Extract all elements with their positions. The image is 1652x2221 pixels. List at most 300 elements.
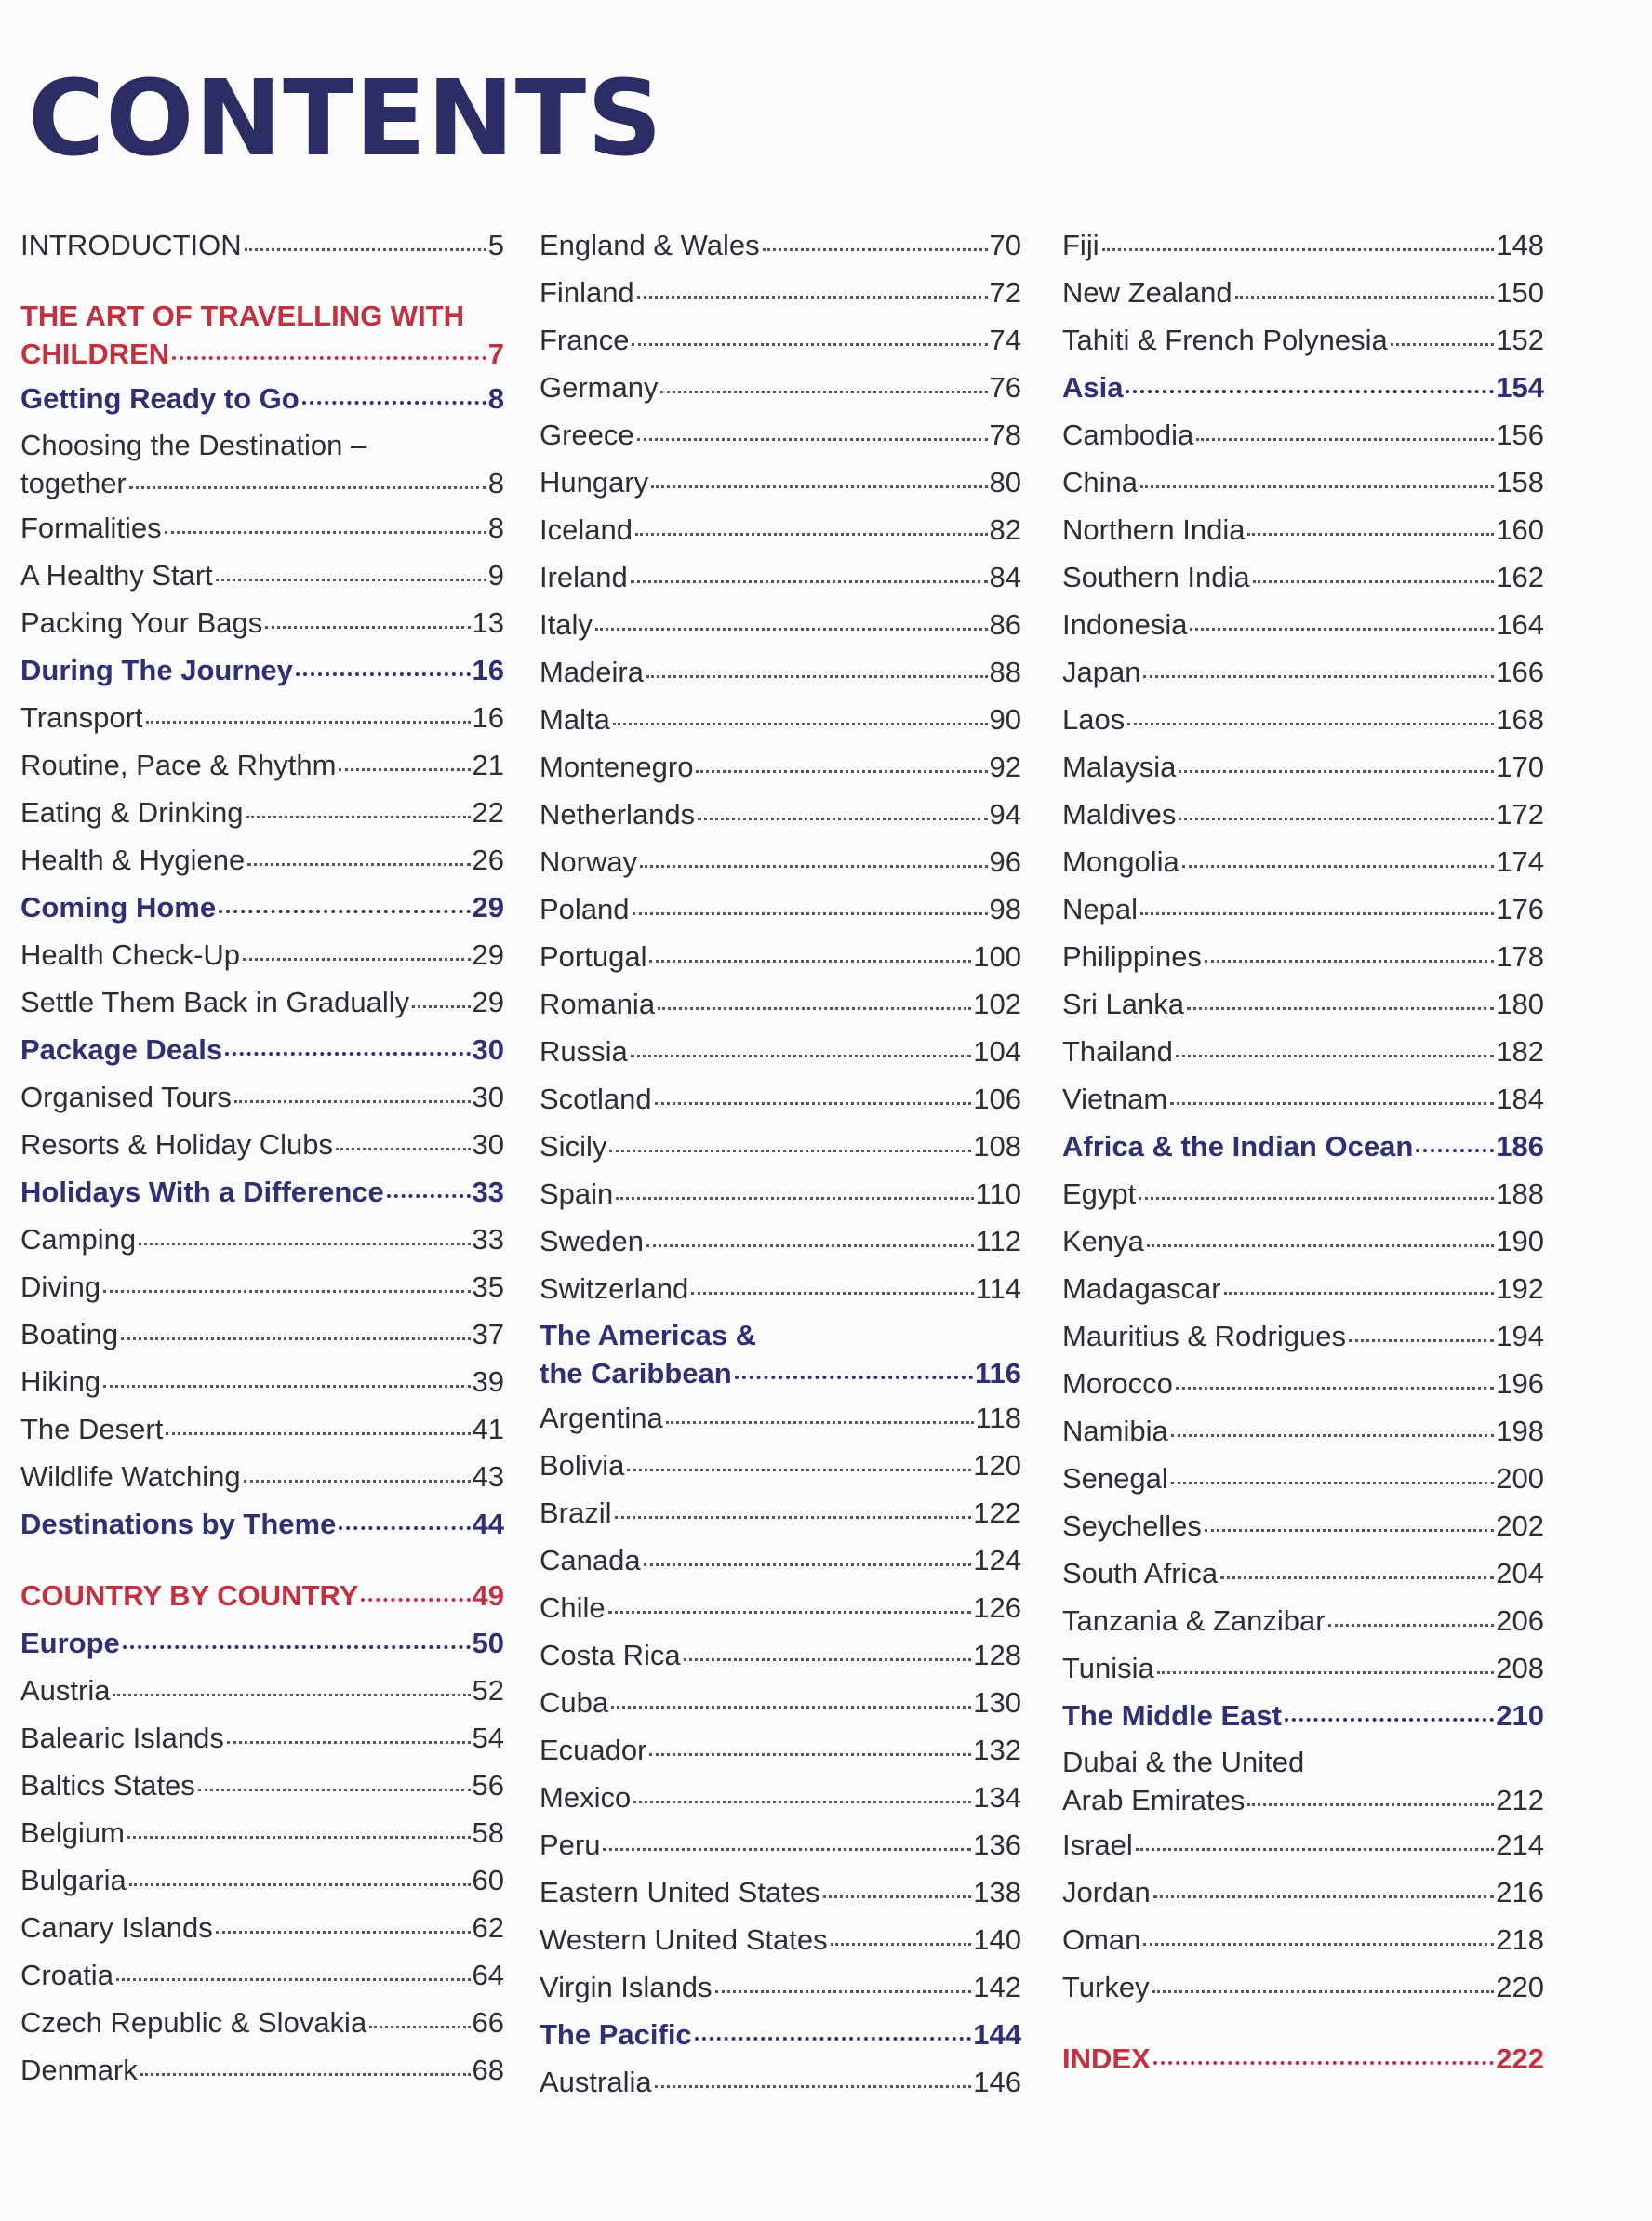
toc-entry: [540, 1123, 1021, 1170]
entry-title: Denmark: [20, 2054, 138, 2086]
entry-title: Morocco: [1062, 1367, 1173, 1400]
dot-leader: [227, 1741, 471, 1744]
dot-leader: [103, 1290, 470, 1293]
toc-entry: [540, 648, 1021, 696]
entry-title: Cambodia: [1062, 419, 1194, 451]
entry-title: Baltics States: [20, 1769, 195, 1802]
entry-title: Vietnam: [1062, 1083, 1168, 1115]
toc-entry: [540, 553, 1021, 601]
page-number: 162: [1496, 561, 1544, 593]
entry-title: Brazil: [540, 1496, 612, 1529]
entry-title: Seychelles: [1062, 1509, 1202, 1542]
dot-leader: [246, 816, 471, 818]
dot-leader: [608, 1611, 972, 1614]
dot-leader: [1157, 1671, 1494, 1674]
dot-leader: [216, 1931, 471, 1934]
toc-entry: [20, 1310, 504, 1358]
dot-leader: [146, 721, 471, 724]
toc-section-heading: [20, 1500, 504, 1548]
page-title: CONTENTS: [28, 59, 663, 180]
page-number: 178: [1496, 940, 1544, 973]
toc-entry: [540, 743, 1021, 791]
toc-entry: [1062, 743, 1544, 791]
toc-entry: [540, 1869, 1021, 1916]
entry-title: Jordan: [1062, 1876, 1151, 1908]
page-number: 198: [1496, 1415, 1544, 1447]
entry-title: Hiking: [20, 1365, 101, 1398]
toc-entry: [20, 1121, 504, 1168]
entry-title: Iceland: [540, 513, 633, 546]
dot-leader: [1153, 2061, 1495, 2065]
page-number: 33: [472, 1176, 504, 1208]
toc-entry: [1062, 553, 1544, 601]
entry-title: Mauritius & Rodrigues: [1062, 1320, 1346, 1352]
dot-leader: [103, 1385, 470, 1388]
dot-leader: [609, 1150, 971, 1152]
page-number: 5: [487, 229, 504, 261]
dot-leader: [1170, 1102, 1494, 1105]
toc-entry: [540, 1821, 1021, 1869]
entry-title: Wildlife Watching: [20, 1460, 241, 1493]
toc-entry: [20, 978, 504, 1026]
page-number: 164: [1496, 608, 1544, 641]
entry-title: Peru: [540, 1829, 601, 1861]
dot-leader: [1140, 485, 1494, 488]
entry-title: Namibia: [1062, 1415, 1168, 1447]
entry-title: Holidays With a Difference: [20, 1176, 384, 1208]
toc-entry: [540, 1217, 1021, 1265]
toc-part-heading: [20, 293, 504, 375]
page-number: 100: [973, 940, 1021, 973]
dot-leader: [1153, 1895, 1494, 1898]
dot-leader: [616, 1197, 973, 1200]
page-number: 8: [487, 467, 504, 499]
page-number: 9: [487, 559, 504, 592]
dot-leader: [644, 1563, 972, 1566]
dot-leader: [660, 391, 987, 393]
entry-title: France: [540, 324, 630, 356]
toc-entry: [1062, 1963, 1544, 2011]
entry-title: Mexico: [540, 1781, 632, 1814]
entry-title: Nepal: [1062, 893, 1138, 925]
toc-section-heading: [20, 884, 504, 931]
dot-leader: [632, 343, 987, 346]
dot-leader: [695, 2037, 972, 2041]
toc-entry: [540, 1631, 1021, 1679]
entry-title-line-2: together: [20, 467, 127, 499]
page-number: 98: [989, 893, 1021, 925]
dot-leader: [1152, 1990, 1495, 1993]
entry-title: Sweden: [540, 1225, 645, 1257]
entry-title: Israel: [1062, 1829, 1133, 1861]
page-number: 138: [973, 1876, 1021, 1908]
toc-entry: [1062, 1360, 1544, 1407]
page-number: 156: [1496, 419, 1544, 451]
page-number: 72: [989, 276, 1021, 309]
section-spacer: [1062, 2011, 1544, 2035]
page-number: 76: [989, 371, 1021, 404]
dot-leader: [1179, 770, 1494, 773]
toc-entry: [540, 933, 1021, 980]
dot-leader: [234, 1100, 471, 1103]
dot-leader: [1176, 1387, 1494, 1390]
toc-entry: [20, 741, 504, 789]
toc-entry: [540, 1442, 1021, 1489]
toc-entry: [1062, 1407, 1544, 1455]
toc-column-2: [540, 221, 1021, 2106]
toc-section-heading: [20, 375, 504, 422]
toc-entry: [1062, 1739, 1544, 1821]
page-number: 140: [973, 1923, 1021, 1956]
toc-entry: [1062, 1821, 1544, 1869]
page-number: 35: [472, 1270, 504, 1303]
page-number: 166: [1496, 656, 1544, 688]
entry-title: Coming Home: [20, 891, 217, 924]
toc-section-heading: [1062, 1692, 1544, 1739]
entry-title: Poland: [540, 893, 630, 925]
entry-title: Netherlands: [540, 798, 696, 831]
toc-entry: [20, 1453, 504, 1500]
page-number: 146: [973, 2066, 1021, 2098]
dot-leader: [1139, 1197, 1494, 1200]
entry-title: Destinations by Theme: [20, 1508, 337, 1540]
page-number: 80: [989, 466, 1021, 499]
toc-part-heading: [1062, 2035, 1544, 2082]
page-number: 132: [973, 1734, 1021, 1766]
dot-leader: [1143, 1943, 1494, 1946]
page-number: 29: [472, 938, 504, 971]
dot-leader: [1349, 1339, 1494, 1342]
page-number: 206: [1496, 1604, 1544, 1637]
entry-title: Belgium: [20, 1816, 125, 1849]
dot-leader: [763, 248, 988, 251]
dot-leader: [651, 485, 987, 488]
entry-title: Portugal: [540, 940, 647, 973]
page-number: 124: [973, 1544, 1021, 1576]
dot-leader: [129, 486, 486, 489]
section-spacer: [20, 269, 504, 293]
entry-title: Norway: [540, 845, 638, 878]
toc-entry: [1062, 1916, 1544, 1963]
dot-leader: [1190, 628, 1494, 631]
dot-leader: [412, 1005, 470, 1008]
page-number: 170: [1496, 751, 1544, 783]
dot-leader: [1328, 1624, 1495, 1627]
toc-column-1: [20, 221, 504, 2094]
page-number: 160: [1496, 513, 1544, 546]
page-number: 58: [472, 1816, 504, 1849]
page-number: 64: [472, 1959, 504, 1991]
dot-leader: [219, 910, 470, 913]
dot-leader: [296, 672, 471, 676]
dot-leader: [633, 912, 988, 915]
entry-title: Tunisia: [1062, 1652, 1154, 1684]
page-number: 210: [1496, 1699, 1544, 1732]
dot-leader: [123, 1645, 471, 1649]
toc-entry: [20, 1951, 504, 1999]
toc-entry: [20, 1405, 504, 1453]
page-number: 88: [989, 656, 1021, 688]
dot-leader: [611, 1706, 971, 1709]
dot-leader: [140, 2073, 471, 2076]
toc-entry: [1062, 411, 1544, 459]
entry-title: Camping: [20, 1223, 137, 1256]
dot-leader: [369, 2026, 470, 2028]
dot-leader: [1136, 1848, 1494, 1851]
page-number: 22: [472, 796, 504, 829]
entry-title: Czech Republic & Slovakia: [20, 2006, 367, 2039]
dot-leader: [627, 1469, 971, 1471]
page-number: 128: [973, 1639, 1021, 1671]
toc-entry: [20, 1216, 504, 1263]
dot-leader: [595, 628, 988, 631]
dot-leader: [1247, 533, 1494, 536]
dot-leader: [265, 626, 470, 629]
page-number: 218: [1496, 1923, 1544, 1956]
toc-entry: [540, 1028, 1021, 1075]
entry-title: Madeira: [540, 656, 644, 688]
toc-entry: [540, 1916, 1021, 1963]
page-number: 44: [472, 1508, 504, 1540]
entry-title: Balearic Islands: [20, 1722, 224, 1754]
dot-leader: [1171, 1434, 1495, 1437]
page-number: 16: [472, 654, 504, 686]
page-number: 190: [1496, 1225, 1544, 1257]
entry-title: Package Deals: [20, 1033, 223, 1066]
toc-entry: [540, 1679, 1021, 1726]
dot-leader: [1147, 1244, 1494, 1247]
dot-leader: [129, 1883, 471, 1886]
dot-leader: [1126, 390, 1494, 393]
dot-leader: [1285, 1718, 1494, 1722]
entry-title: England & Wales: [540, 229, 760, 261]
toc-entry: [1062, 1312, 1544, 1360]
toc-entry: [20, 599, 504, 646]
dot-leader: [1176, 1055, 1494, 1057]
entry-title: Greece: [540, 419, 634, 451]
page-number: 122: [973, 1496, 1021, 1529]
page-number: 78: [989, 419, 1021, 451]
toc-entry: [540, 1489, 1021, 1536]
entry-title: Russia: [540, 1035, 628, 1068]
entry-title-line-1: The Americas &: [540, 1319, 757, 1351]
entry-title: Formalities: [20, 512, 162, 544]
page-number: 92: [989, 751, 1021, 783]
entry-title: Malaysia: [1062, 751, 1177, 783]
dot-leader: [113, 1694, 470, 1696]
dot-leader: [1247, 1803, 1494, 1806]
page-number: 26: [472, 844, 504, 876]
entry-title: Europe: [20, 1627, 120, 1659]
page-number: 41: [472, 1413, 504, 1445]
page-number: 16: [472, 701, 504, 734]
entry-title: Finland: [540, 276, 634, 309]
toc-entry: [1062, 933, 1544, 980]
toc-entry: [1062, 459, 1544, 506]
toc-entry: [540, 601, 1021, 648]
entry-title: Germany: [540, 371, 659, 404]
entry-title-line-2: CHILDREN: [20, 338, 170, 370]
page-number: 194: [1496, 1320, 1544, 1352]
toc-entry: [1062, 1265, 1544, 1312]
page-number: 21: [472, 749, 504, 781]
entry-title: Turkey: [1062, 1971, 1150, 2003]
entry-title-line-2-row: [540, 1354, 1021, 1392]
dot-leader: [1391, 343, 1494, 346]
entry-title: Western United States: [540, 1923, 828, 1956]
toc-entry: [540, 1536, 1021, 1584]
toc-entry: [1062, 1170, 1544, 1217]
entry-title: Scotland: [540, 1083, 652, 1115]
toc-entry: [540, 459, 1021, 506]
toc-entry: [20, 1714, 504, 1762]
page-number: 29: [472, 891, 504, 924]
dot-leader: [336, 1148, 471, 1150]
page-number: 84: [989, 561, 1021, 593]
page-number: 54: [472, 1722, 504, 1754]
page-number: 33: [472, 1223, 504, 1256]
toc-entry: [1062, 1644, 1544, 1692]
entry-title: Australia: [540, 2066, 652, 2098]
toc-entry: [20, 422, 504, 504]
toc-entry: [20, 836, 504, 884]
entry-title: Madagascar: [1062, 1272, 1221, 1305]
entry-title: South Africa: [1062, 1557, 1219, 1589]
toc-entry: [1062, 1502, 1544, 1549]
page-number: 29: [472, 986, 504, 1018]
toc-section-heading: [20, 646, 504, 694]
dot-leader: [646, 675, 988, 678]
entry-title: Chile: [540, 1591, 606, 1624]
toc-entry: [20, 789, 504, 836]
dot-leader: [635, 533, 988, 536]
page-number: 148: [1496, 229, 1544, 261]
entry-title: Thailand: [1062, 1035, 1173, 1068]
toc-entry: [1062, 1549, 1544, 1597]
entry-title: Canada: [540, 1544, 641, 1576]
entry-title: Organised Tours: [20, 1081, 232, 1113]
entry-title: Japan: [1062, 656, 1141, 688]
dot-leader: [735, 1376, 973, 1379]
dot-leader: [1187, 1007, 1494, 1010]
page-number: 214: [1496, 1829, 1544, 1861]
dot-leader: [244, 1480, 471, 1483]
page-number: 204: [1496, 1557, 1544, 1589]
entry-title: Senegal: [1062, 1462, 1168, 1495]
entry-title: Transport: [20, 701, 143, 734]
toc-entry: [1062, 1869, 1544, 1916]
toc-entry: [1062, 648, 1544, 696]
page-number: 220: [1496, 1971, 1544, 2003]
toc-entry: [1062, 791, 1544, 838]
toc-section-heading: [20, 1168, 504, 1216]
dot-leader: [225, 1052, 470, 1056]
entry-title-line-2: Arab Emirates: [1062, 1784, 1246, 1816]
toc-entry: [1062, 1217, 1544, 1265]
dot-leader: [649, 1753, 971, 1756]
page-number: 116: [974, 1357, 1021, 1390]
dot-leader: [361, 1598, 470, 1602]
dot-leader: [691, 1292, 973, 1295]
entry-title-line-1: Dubai & the United: [1062, 1746, 1305, 1778]
entry-title: Cuba: [540, 1686, 609, 1719]
page-number: 102: [973, 988, 1021, 1020]
page-number: 168: [1496, 703, 1544, 736]
page-number: 222: [1496, 2042, 1544, 2075]
page-number: 216: [1496, 1876, 1544, 1908]
entry-title: Croatia: [20, 1959, 113, 1991]
entry-title: Canary Islands: [20, 1911, 213, 1944]
entry-title: Oman: [1062, 1923, 1141, 1956]
entry-title: Bulgaria: [20, 1864, 127, 1896]
entry-title: Packing Your Bags: [20, 606, 263, 639]
dot-leader: [655, 1102, 972, 1105]
page-number: 39: [472, 1365, 504, 1398]
toc-entry: [540, 885, 1021, 933]
page-number: 182: [1496, 1035, 1544, 1068]
dot-leader: [216, 579, 486, 581]
dot-leader: [1205, 960, 1494, 963]
entry-title-line-2-row: [20, 335, 504, 373]
page-number: 118: [975, 1402, 1021, 1434]
toc-entry: [1062, 601, 1544, 648]
entry-title: Mongolia: [1062, 845, 1179, 878]
toc-entry: [20, 504, 504, 552]
toc-entry: [20, 694, 504, 741]
page-number: 176: [1496, 893, 1544, 925]
entry-title: During The Journey: [20, 654, 293, 686]
dot-leader: [165, 531, 486, 534]
entry-title: Hungary: [540, 466, 649, 499]
entry-title: The Middle East: [1062, 1699, 1282, 1732]
dot-leader: [172, 356, 486, 360]
dot-leader: [1253, 580, 1495, 583]
page-number: 180: [1496, 988, 1544, 1020]
toc-entry: [20, 2046, 504, 2094]
entry-title: Philippines: [1062, 940, 1202, 973]
dot-leader: [646, 1244, 974, 1247]
page-number: 104: [973, 1035, 1021, 1068]
dot-leader: [339, 1526, 470, 1530]
dot-leader: [649, 960, 971, 963]
page-number: 30: [472, 1081, 504, 1113]
toc-section-heading: [1062, 1123, 1544, 1170]
page-number: 94: [989, 798, 1021, 831]
toc-entry: [540, 1726, 1021, 1774]
page-number: 130: [973, 1686, 1021, 1719]
toc-entry: [540, 1170, 1021, 1217]
toc-entry: [540, 838, 1021, 885]
entry-title: Sicily: [540, 1130, 607, 1163]
entry-title: The Pacific: [540, 2018, 692, 2051]
page-number: 86: [989, 608, 1021, 641]
entry-title: Asia: [1062, 371, 1124, 404]
toc-entry: [20, 1073, 504, 1121]
dot-leader: [198, 1789, 471, 1791]
dot-leader: [127, 1836, 471, 1839]
entry-title: Diving: [20, 1270, 101, 1303]
entry-title: Laos: [1062, 703, 1126, 736]
dot-leader: [615, 1516, 972, 1519]
page-number: 110: [975, 1177, 1021, 1210]
toc-entry: [1062, 838, 1544, 885]
entry-title: Kenya: [1062, 1225, 1144, 1257]
toc-entry: [1062, 980, 1544, 1028]
dot-leader: [823, 1895, 972, 1898]
dot-leader: [696, 770, 987, 773]
entry-title-line-2-row: [1062, 1781, 1544, 1819]
page-number: 200: [1496, 1462, 1544, 1495]
